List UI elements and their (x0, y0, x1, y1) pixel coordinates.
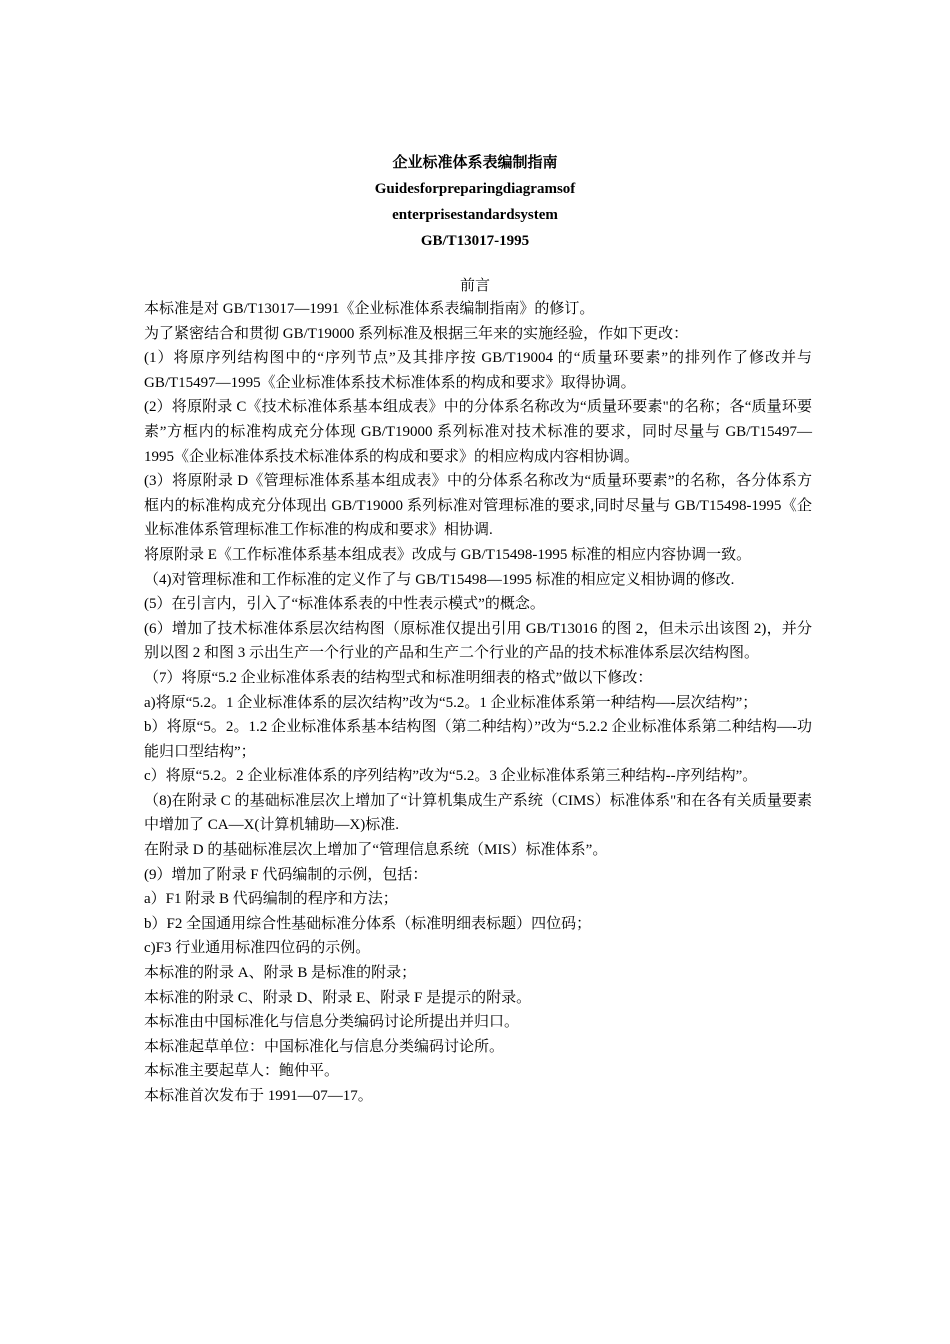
paragraph: c)F3 行业通用标准四位码的示例。 (144, 940, 371, 957)
title-chinese: 企业标准体系表编制指南 (392, 155, 558, 171)
paragraph: 在附录 D 的基础标准层次上增加了“管理信息系统（MIS）标准体系”。 (144, 842, 608, 859)
paragraph: (1）将原序列结构图中的“序列节点”及其排序按 GB/T19004 的“质量环要素”的排列作了修改并与 GB/T15497—1995《企业标准体系技术标准体系的构成和要求》取得协调。 (144, 350, 812, 391)
paragraph: b）将原“5。2。1.2 企业标准体系基本结构图（第二种结构）”改为“5.2.2 企业标准体系第二种结构—-功能归口型结构”； (144, 719, 812, 760)
paragraph: (2）将原附录 C《技术标准体系基本组成表》中的分体系名称改为“质量环要素"的名称；各“质量环要素”方框内的标准构成充分体现 GB/T19000 系列标准对技术标准的要求，同时尽量与 GB/T15497—1995《企业标准体系技术标准体系的构成和要求》的相应构成内容相协调。 (144, 399, 812, 465)
document-body (144, 297, 812, 1109)
paragraph: (3）将原附录 D《管理标准体系基本组成表》中的分体系名称改为“质量环要素”的名称，各分体系方框内的标准构成充分体现出 GB/T19000 系列标准对管理标准的要求,同时尽量与 GB/T15498-1995《企业标准体系管理标准工作标准的构成和要求》相协调. (144, 473, 812, 539)
title-english-line-1: Guidesforpreparingdiagramsof (374, 181, 576, 197)
paragraph: 本标准是对 GB/T13017—1991《企业标准体系表编制指南》的修订。 (144, 301, 595, 317)
paragraph: (9）增加了附录 F 代码编制的示例，包括： (144, 866, 428, 883)
paragraph: c）将原“5.2。2 企业标准体系的序列结构”改为“5.2。3 企业标准体系第三种结构--序列结构”。 (144, 768, 758, 785)
title-block (0, 150, 950, 254)
paragraph: 本标准由中国标准化与信息分类编码讨论所提出并归口。 (144, 1014, 520, 1031)
paragraph: 将原附录 E《工作标准体系基本组成表》改成与 GB/T15498-1995 标准的相应内容协调一致。 (144, 546, 752, 563)
paragraph: （8)在附录 C 的基础标准层次上增加了“计算机集成生产系统（CIMS）标准体系"和在各有关质量要素中增加了 CA—X(计算机辅助—X)标准. (144, 792, 812, 834)
paragraph: (6）增加了技术标准体系层次结构图（原标准仅提出引用 GB/T13016 的图 2，但未示出该图 2)，并分别以图 2 和图 3 示出生产一个行业的产品和生产二个行业的产品的技术标准体系层次结构图。 (144, 620, 812, 662)
title-english-line-2: enterprisestandardsystem (392, 207, 558, 223)
paragraph: 为了紧密结合和贯彻 GB/T19000 系列标准及根据三年来的实施经验，作如下更改： (144, 325, 689, 342)
paragraph: a）F1 附录 B 代码编制的程序和方法； (144, 891, 398, 908)
foreword-heading: 前言 (459, 278, 490, 294)
paragraph: 本标准主要起草人：鲍仲平。 (144, 1063, 340, 1080)
paragraph: 本标准的附录 A、附录 B 是标准的附录； (144, 965, 417, 982)
paragraph: 本标准的附录 C、附录 D、附录 E、附录 F 是提示的附录。 (144, 989, 532, 1006)
standard-code: GB/T13017-1995 (420, 233, 530, 249)
paragraph: 本标准首次发布于 1991—07—17。 (144, 1088, 373, 1104)
paragraph: 本标准起草单位：中国标准化与信息分类编码讨论所。 (144, 1038, 505, 1055)
paragraph: （4)对管理标准和工作标准的定义作了与 GB/T15498—1995 标准的相应定义相协调的修改. (144, 571, 735, 588)
paragraph: (5）在引言内，引入了“标准体系表的中性表示模式”的概念。 (144, 596, 545, 613)
paragraph: b）F2 全国通用综合性基础标准分体系（标准明细表标题）四位码； (144, 915, 592, 932)
paragraph: a)将原“5.2。1 企业标准体系的层次结构”改为“5.2。1 企业标准体系第一种结构—-层次结构”； (144, 694, 758, 711)
paragraph: （7）将原“5.2 企业标准体系表的结构型式和标准明细表的格式”做以下修改： (144, 669, 653, 686)
